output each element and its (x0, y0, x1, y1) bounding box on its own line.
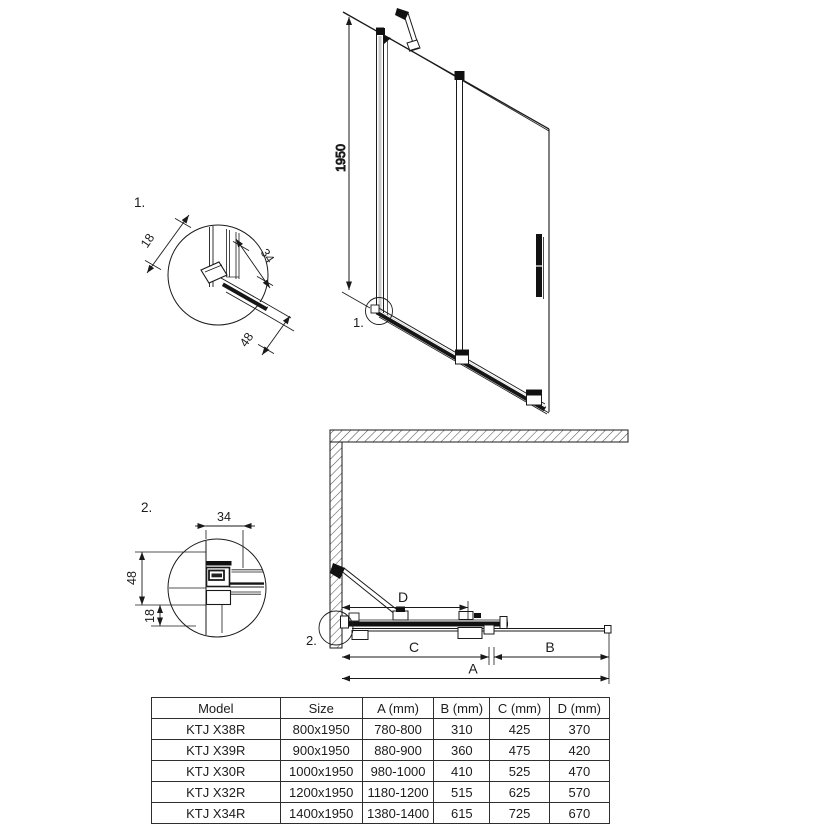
table-cell: 1180-1200 (362, 782, 433, 803)
table-cell: 615 (434, 803, 490, 824)
header-size: Size (280, 698, 362, 719)
left-wall-profile (376, 28, 391, 317)
table-cell: 980-1000 (362, 761, 433, 782)
detail-2-callout (125, 500, 266, 637)
svg-text:18: 18 (137, 231, 158, 251)
table-cell: 420 (549, 740, 609, 761)
table-row (152, 782, 610, 803)
detail-1-dim-18 (138, 215, 191, 273)
table-cell: 470 (549, 761, 609, 782)
table-cell: 410 (434, 761, 490, 782)
svg-text:C: C (408, 639, 420, 655)
svg-text:34: 34 (257, 246, 278, 266)
detail-1-dim-34 (233, 239, 277, 288)
rail-end-foot (371, 305, 379, 313)
height-dim-label: 1950 (334, 144, 348, 172)
table-cell: 900x1950 (280, 740, 362, 761)
detail-1-callout (134, 195, 294, 355)
detail-1-marker-label: 1. (353, 315, 364, 330)
table-cell: 800x1950 (280, 719, 362, 740)
table-cell: 370 (549, 719, 609, 740)
dimensions-table (151, 697, 610, 824)
glass-top-edge (384, 35, 549, 131)
table-cell: 515 (434, 782, 490, 803)
roller-mid (456, 350, 469, 364)
detail-2-dim-18 (143, 605, 196, 626)
plan-dim-c (342, 639, 489, 665)
table-cell: KTJ X38R (152, 719, 281, 740)
header-d: D (mm) (549, 698, 609, 719)
table-cell: 625 (490, 782, 549, 803)
table-cell: KTJ X30R (152, 761, 281, 782)
plan-rail-assembly (341, 612, 612, 640)
header-b: B (mm) (434, 698, 490, 719)
detail-1-dim-48 (237, 316, 290, 355)
svg-text:48: 48 (236, 330, 257, 350)
table-cell: 780-800 (362, 719, 433, 740)
table-cell: 1200x1950 (280, 782, 362, 803)
plan-dim-b (494, 633, 609, 684)
svg-text:B: B (545, 639, 555, 655)
detail-1-label: 1. (134, 195, 146, 210)
wall-top (330, 430, 628, 442)
table-cell: 570 (549, 782, 609, 803)
table-cell: KTJ X39R (152, 740, 281, 761)
top-rail-edge (343, 12, 549, 129)
detail-2-dim-48 (125, 552, 206, 605)
table-row (152, 740, 610, 761)
glass-end-cap (605, 626, 612, 634)
roller-right (527, 390, 542, 405)
table-cell: 1380-1400 (362, 803, 433, 824)
table-header-row (152, 698, 610, 719)
detail-2-marker-label: 2. (306, 633, 317, 648)
header-model: Model (152, 698, 281, 719)
table-row (152, 719, 610, 740)
table-cell: 425 (490, 719, 549, 740)
table-cell: 670 (549, 803, 609, 824)
table-cell: 525 (490, 761, 549, 782)
table-cell: 1400x1950 (280, 803, 362, 824)
door-handle (536, 234, 544, 299)
detail-2-dim-34 (195, 510, 255, 568)
table-cell: 1000x1950 (280, 761, 362, 782)
plan-view (306, 430, 628, 684)
table-cell: 475 (490, 740, 549, 761)
middle-door-profile (455, 71, 465, 359)
front-perspective-view (334, 8, 549, 414)
svg-text:34: 34 (217, 510, 231, 524)
table-cell: 725 (490, 803, 549, 824)
table-cell: 310 (434, 719, 490, 740)
top-support-bracket (395, 8, 420, 51)
table-cell: 360 (434, 740, 490, 761)
detail-2-label: 2. (141, 500, 153, 515)
table-cell: 880-900 (362, 740, 433, 761)
table-cell: KTJ X34R (152, 803, 281, 824)
svg-text:18: 18 (143, 609, 157, 623)
header-c: C (mm) (490, 698, 549, 719)
table-row (152, 761, 610, 782)
svg-text:D: D (397, 589, 409, 605)
height-dimension (334, 17, 370, 308)
header-a: A (mm) (362, 698, 433, 719)
table-cell: KTJ X32R (152, 782, 281, 803)
adjuster-foot (201, 262, 227, 283)
table-row (152, 803, 610, 824)
svg-text:48: 48 (125, 571, 139, 585)
svg-text:A: A (468, 660, 478, 677)
plan-dim-a (342, 661, 609, 679)
